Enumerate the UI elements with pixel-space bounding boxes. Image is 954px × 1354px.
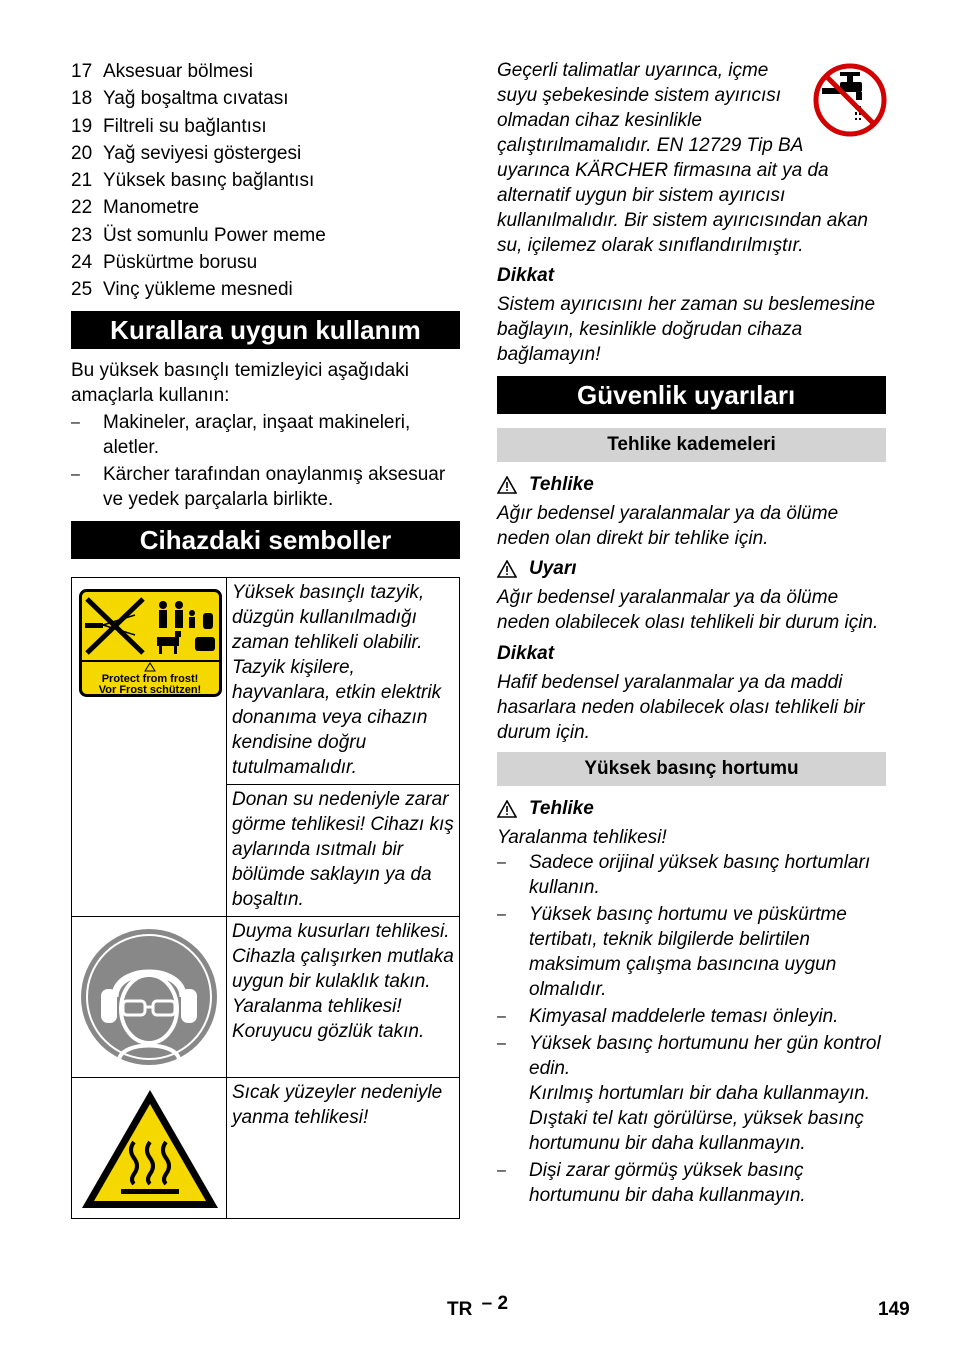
symbol-description: Sıcak yüzeyler nedeniyle yanma tehlikesi! (232, 1081, 443, 1128)
item-number: 22 (71, 197, 93, 219)
intended-use-item: Makineler, araçlar, inşaat makineleri, aletler. (103, 411, 411, 458)
hose-rule: Yüksek basınç hortumu ve püskürtme tertibatı, teknik bilgilerde belirtilen maksimum çalışma basıncına uygun olmalıdır. (529, 904, 847, 1000)
table-row (72, 1077, 460, 1218)
list-item (71, 410, 460, 460)
subsection-heading-hazard-levels: Tehlike kademeleri (497, 428, 886, 462)
list-item (497, 1031, 886, 1156)
list-item (497, 902, 886, 1002)
danger-text: Ağır bedensel yaralanmalar ya da ölüme neden olan direkt bir tehlike için. (497, 503, 839, 549)
warning-triangle-icon (497, 560, 517, 578)
dash-bullet: – (71, 413, 80, 431)
list-item (71, 85, 460, 112)
table-cell (72, 916, 227, 1077)
item-label: Yüksek basınç bağlantısı (103, 170, 315, 192)
item-label: Yağ seviyesi göstergesi (103, 142, 302, 164)
hose-intro: Yaralanma tehlikesi! (497, 827, 667, 848)
list-item (71, 167, 460, 194)
language-code: TR (447, 1299, 473, 1320)
item-label: Üst somunlu Power meme (103, 224, 326, 246)
system-separator-text: Geçerli talimatlar uyarınca, içme suyu şebekesinde sistem ayırıcısı olmadan cihaz kesinlikle çalıştırılmamalıdır. EN 12729 Tip BA uyarınca KÄRCHER firmasına ait ya da alternatif uygun bir sistem ayırıcısı kullanılmalıdır. Bir sistem ayırıcısından akan su, içilemez olarak sınıflandırılmıştır. (497, 60, 868, 256)
page-footer-language (447, 1293, 509, 1322)
subsection-heading-high-pressure-hose: Yüksek basınç hortumu (497, 752, 886, 786)
danger-label: Tehlike (529, 474, 594, 495)
item-number: 18 (71, 88, 93, 110)
section-page-number: – 2 (481, 1293, 509, 1314)
ear-and-eye-protection-icon (79, 927, 219, 1067)
item-number: 21 (71, 170, 93, 192)
frost-label-de: Vor Frost schützen! (98, 683, 202, 696)
section-heading-intended-use: Kurallara uygun kullanım (71, 311, 460, 349)
item-label: Yağ boşaltma cıvatası (103, 88, 289, 110)
item-label: Püskürtme borusu (103, 252, 258, 274)
hazard-heading (497, 796, 886, 821)
warning-triangle-icon (497, 800, 517, 818)
high-pressure-warning-sticker-icon (79, 589, 225, 701)
list-item (71, 462, 460, 512)
right-column (497, 58, 886, 1208)
list-item (71, 194, 460, 221)
hot-surface-warning-icon (79, 1087, 221, 1211)
caution-text: Hafif bedensel yaralanmalar ya da maddi hasarlara neden olabilecek olası tehlikeli bir durum için. (497, 672, 865, 743)
dash-bullet: – (497, 1008, 506, 1025)
item-number: 25 (71, 279, 93, 301)
hazard-heading (497, 556, 886, 581)
hose-rule: Dişi zarar görmüş yüksek basınç hortumunu bir daha kullanmayın. (529, 1160, 806, 1206)
dash-bullet: – (497, 1035, 506, 1052)
item-label: Aksesuar bölmesi (103, 61, 253, 82)
list-item (71, 249, 460, 276)
table-cell (227, 1077, 460, 1218)
caution-label: Dikkat (497, 265, 555, 286)
caution-label: Dikkat (497, 643, 555, 664)
item-label: Vinç yükleme mesnedi (103, 279, 293, 301)
hazard-heading (497, 472, 886, 497)
item-number: 17 (71, 61, 93, 82)
intended-use-intro: Bu yüksek basınçlı temizleyici aşağıdaki amaçlarla kullanın: (71, 359, 409, 406)
hose-rule-detail: Dıştaki tel katı görülürse, yüksek basınç hortumunu bir daha kullanmayın. (529, 1108, 864, 1154)
warning-triangle-icon (497, 476, 517, 494)
page-number: 149 (878, 1299, 910, 1320)
item-label: Filtreli su bağlantısı (103, 115, 267, 137)
item-number: 20 (71, 142, 93, 164)
danger-label: Tehlike (529, 798, 594, 819)
frost-label-en: Protect from frost! (101, 672, 199, 685)
no-drinking-water-icon (812, 62, 888, 138)
list-item (71, 113, 460, 140)
symbol-description: Yüksek basınçlı tazyik, düzgün kullanılmadığı zaman tehlikeli olabilir. Tazyik kişilere, hayvanlara, etkin elektrik donanıma veya cihazın kendisine doğru tutulmamalıdır. (232, 581, 442, 778)
item-number: 23 (71, 224, 93, 246)
symbol-description: Donan su nedeniyle zarar görme tehlikesi! Cihazı kış aylarında ısıtmalı bir bölümde saklayın ya da boşaltın. (232, 788, 454, 910)
symbols-table (71, 577, 460, 1219)
dash-bullet: – (497, 854, 506, 871)
section-heading-symbols: Cihazdaki semboller (71, 521, 460, 559)
caution-text: Sistem ayırıcısını her zaman su beslemesine bağlayın, kesinlikle doğrudan cihaza bağlamayın! (497, 294, 876, 365)
hose-rule: Kimyasal maddelerle teması önleyin. (529, 1006, 839, 1027)
table-cell (227, 916, 460, 1077)
dash-bullet: – (497, 906, 506, 923)
table-cell (72, 1077, 227, 1218)
section-heading-safety: Güvenlik uyarıları (497, 376, 886, 414)
list-item (497, 1158, 886, 1208)
table-cell (72, 577, 227, 916)
symbol-description: Yaralanma tehlikesi! Koruyucu gözlük takın. (232, 995, 425, 1042)
table-cell (227, 784, 460, 916)
hose-rule-detail: Kırılmış hortumları bir daha kullanmayın. (529, 1083, 871, 1104)
warning-label: Uyarı (529, 558, 577, 579)
list-item (497, 1004, 886, 1029)
list-item (497, 850, 886, 900)
dash-bullet: – (497, 1162, 506, 1179)
item-number: 19 (71, 115, 93, 137)
system-separator-block (497, 58, 886, 258)
table-row (72, 577, 460, 784)
intended-use-item: Kärcher tarafından onaylanmış aksesuar ve yedek parçalarla birlikte. (103, 463, 446, 510)
list-item (71, 58, 460, 85)
item-label: Manometre (103, 197, 200, 219)
parts-list (71, 58, 460, 304)
symbol-description: Duyma kusurları tehlikesi. Cihazla çalışırken mutlaka uygun bir kulaklık takın. (232, 920, 454, 992)
table-row (72, 916, 460, 1077)
table-cell (227, 577, 460, 784)
hose-rule: Yüksek basınç hortumunu her gün kontrol edin. (529, 1033, 881, 1079)
list-item (71, 140, 460, 167)
warning-text: Ağır bedensel yaralanmalar ya da ölüme neden olabilecek olası tehlikeli bir durum için. (497, 587, 879, 633)
list-item (71, 222, 460, 249)
hose-rule: Sadece orijinal yüksek basınç hortumları kullanın. (529, 852, 871, 898)
item-number: 24 (71, 252, 93, 274)
list-item (71, 276, 460, 303)
dash-bullet: – (71, 465, 80, 483)
left-column (71, 58, 460, 1219)
